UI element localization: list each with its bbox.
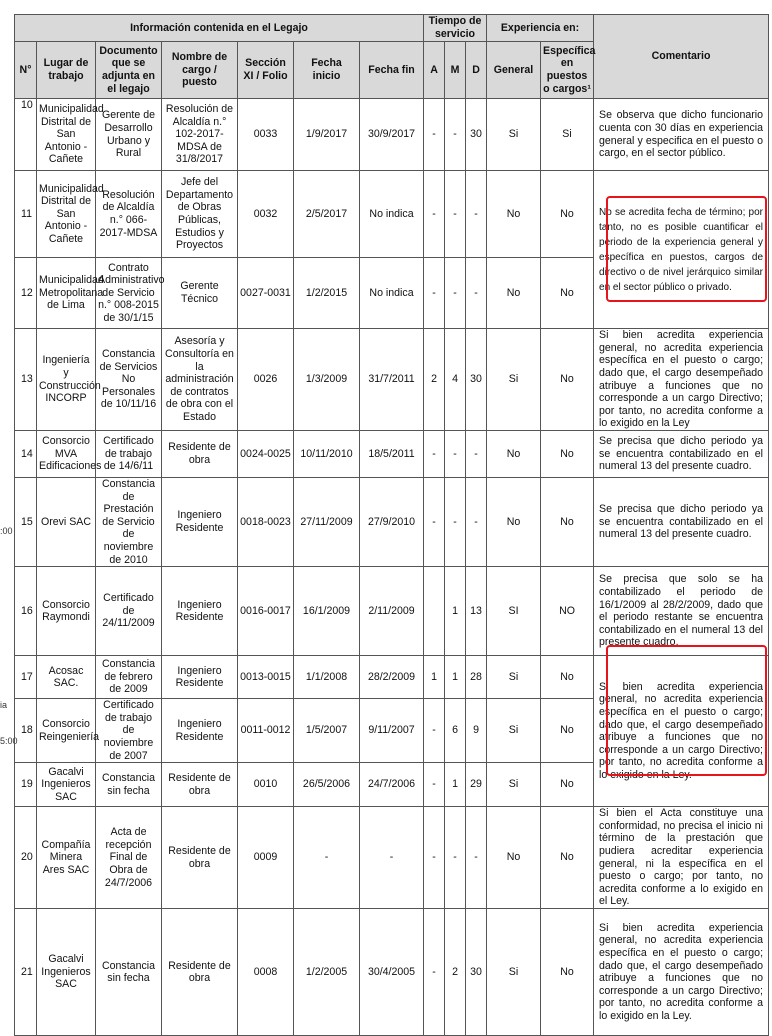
cell-lugar: Consorcio Reingeniería	[37, 699, 96, 763]
cell-general: Si	[487, 763, 541, 807]
cell-especifica: No	[541, 656, 594, 699]
header-seccion: Sección XI / Folio	[238, 42, 294, 99]
cell-fecha-inicio: 1/5/2007	[294, 699, 360, 763]
header-lugar: Lugar de trabajo	[37, 42, 96, 99]
cell-anos: -	[424, 478, 445, 567]
cell-comment: Si bien acredita experiencia general, no acredita experiencia específica en el puesto o cargo; dado que, el cargo desempeñado atribuye a funciones que no corresponde a un cargo Directivo; por tanto, no acredita conforme a lo exigido en la Ley	[594, 329, 769, 431]
header-fecha-fin: Fecha fin	[360, 42, 424, 99]
cell-folio: 0016-0017	[238, 567, 294, 656]
cell-cargo: Ingeniero Residente	[162, 699, 238, 763]
cell-fecha-inicio: 26/5/2006	[294, 763, 360, 807]
cell-meses: -	[445, 99, 466, 171]
cell-fecha-inicio: 27/11/2009	[294, 478, 360, 567]
cell-n: 18	[15, 699, 37, 763]
cell-lugar: Orevi SAC	[37, 478, 96, 567]
cell-cargo: Ingeniero Residente	[162, 567, 238, 656]
experience-table	[14, 14, 769, 1036]
cell-fecha-fin: No indica	[360, 258, 424, 329]
highlight-box	[606, 645, 767, 776]
header-group-legajo: Información contenida en el Legajo	[15, 15, 424, 42]
cell-fecha-fin: -	[360, 807, 424, 909]
cell-fecha-fin: 28/2/2009	[360, 656, 424, 699]
cell-meses: 1	[445, 567, 466, 656]
cell-fecha-fin: No indica	[360, 171, 424, 258]
cell-general: Si	[487, 909, 541, 1036]
cell-cargo: Residente de obra	[162, 909, 238, 1036]
cell-fecha-fin: 18/5/2011	[360, 431, 424, 478]
cell-meses: 6	[445, 699, 466, 763]
cell-comment: Si bien el Acta constituye una conformidad, no precisa el inicio ni término de la prestación que pudiera acreditar experiencia general, ni la específica en el puesto o cargo; por tanto, no acredita conforme a lo exigido en el Ley.	[594, 807, 769, 909]
cell-folio: 0024-0025	[238, 431, 294, 478]
header-documento: Documento que se adjunta en el legajo	[96, 42, 162, 99]
cell-documento: Certificado de trabajo de 14/6/11	[96, 431, 162, 478]
cell-general: No	[487, 431, 541, 478]
cell-dias: 29	[466, 763, 487, 807]
highlight-box	[606, 196, 767, 302]
cell-lugar: Gacalvi Ingenieros SAC	[37, 763, 96, 807]
cell-anos: -	[424, 99, 445, 171]
cell-cargo: Resolución de Alcaldía n.° 102-2017-MDSA de 31/8/2017	[162, 99, 238, 171]
header-general: General	[487, 42, 541, 99]
cell-lugar: Municipalidad Distrital de San Antonio - Cañete	[37, 171, 96, 258]
cell-dias: -	[466, 807, 487, 909]
cell-fecha-inicio: 16/1/2009	[294, 567, 360, 656]
margin-mark: 5:00	[0, 736, 18, 746]
table-row	[15, 99, 769, 171]
cell-dias: 9	[466, 699, 487, 763]
cell-anos: -	[424, 699, 445, 763]
cell-anos: -	[424, 258, 445, 329]
cell-meses: 4	[445, 329, 466, 431]
cell-fecha-fin: 24/7/2006	[360, 763, 424, 807]
cell-lugar: Municipalidad Distrital de San Antonio - Cañete	[37, 99, 96, 171]
cell-general: Si	[487, 329, 541, 431]
table-row	[15, 909, 769, 1036]
cell-lugar: Gacalvi Ingenieros SAC	[37, 909, 96, 1036]
cell-n: 17	[15, 656, 37, 699]
cell-general: Si	[487, 99, 541, 171]
cell-n: 21	[15, 909, 37, 1036]
margin-mark: :00	[0, 526, 13, 536]
cell-comment: Se precisa que dicho periodo ya se encuentra contabilizado en el numeral 13 del presente cuadro.	[594, 431, 769, 478]
cell-folio: 0009	[238, 807, 294, 909]
cell-lugar: Compañía Minera Ares SAC	[37, 807, 96, 909]
cell-dias: 13	[466, 567, 487, 656]
cell-n: 10	[15, 99, 37, 171]
cell-n: 12	[15, 258, 37, 329]
cell-fecha-inicio: 1/2/2005	[294, 909, 360, 1036]
cell-cargo: Asesoría y Consultoría en la administración de contratos de obra con el Estado	[162, 329, 238, 431]
header-especifica: Específica en puestos o cargos¹	[541, 42, 594, 99]
cell-fecha-fin: 30/4/2005	[360, 909, 424, 1036]
cell-folio: 0033	[238, 99, 294, 171]
header-comentario: Comentario	[594, 15, 769, 99]
cell-especifica: No	[541, 431, 594, 478]
cell-especifica: No	[541, 329, 594, 431]
cell-anos: -	[424, 431, 445, 478]
header-dias: D	[466, 42, 487, 99]
cell-documento: Gerente de Desarrollo Urbano y Rural	[96, 99, 162, 171]
cell-fecha-inicio: 1/1/2008	[294, 656, 360, 699]
cell-cargo: Jefe del Departamento de Obras Públicas, Estudios y Proyectos	[162, 171, 238, 258]
cell-meses: 1	[445, 763, 466, 807]
cell-anos: 1	[424, 656, 445, 699]
cell-documento: Constancia de febrero de 2009	[96, 656, 162, 699]
cell-documento: Certificado de 24/11/2009	[96, 567, 162, 656]
cell-especifica: NO	[541, 567, 594, 656]
cell-n: 11	[15, 171, 37, 258]
cell-dias: -	[466, 431, 487, 478]
cell-fecha-inicio: 10/11/2010	[294, 431, 360, 478]
cell-n: 19	[15, 763, 37, 807]
cell-fecha-inicio: 2/5/2017	[294, 171, 360, 258]
margin-mark: ia	[0, 700, 8, 710]
cell-anos: -	[424, 909, 445, 1036]
cell-meses: -	[445, 807, 466, 909]
cell-cargo: Residente de obra	[162, 807, 238, 909]
cell-cargo: Gerente Técnico	[162, 258, 238, 329]
cell-folio: 0026	[238, 329, 294, 431]
cell-n: 14	[15, 431, 37, 478]
cell-fecha-fin: 9/11/2007	[360, 699, 424, 763]
cell-documento: Constancia de Prestación de Servicio de noviembre de 2010	[96, 478, 162, 567]
cell-especifica: No	[541, 171, 594, 258]
header-cargo: Nombre de cargo / puesto	[162, 42, 238, 99]
cell-especifica: No	[541, 699, 594, 763]
header-fecha-inicio: Fecha inicio	[294, 42, 360, 99]
table-row	[15, 567, 769, 656]
cell-fecha-fin: 27/9/2010	[360, 478, 424, 567]
cell-dias: 28	[466, 656, 487, 699]
cell-documento: Resolución de Alcaldía n.° 066-2017-MDSA	[96, 171, 162, 258]
cell-especifica: No	[541, 807, 594, 909]
cell-folio: 0013-0015	[238, 656, 294, 699]
cell-lugar: Consorcio MVA Edificaciones	[37, 431, 96, 478]
table-row	[15, 478, 769, 567]
cell-anos: -	[424, 807, 445, 909]
table-row	[15, 807, 769, 909]
table-header	[15, 15, 769, 99]
cell-documento: Constancia sin fecha	[96, 763, 162, 807]
cell-comment: Si bien acredita experiencia general, no acredita experiencia específica en el puesto o cargo; dado que, el cargo desempeñado atribuye a funciones que no corresponde a un cargo Directivo; por tanto, no acredita conforme a lo exigido en la Ley.	[594, 656, 769, 807]
cell-documento: Certificado de trabajo de noviembre de 2007	[96, 699, 162, 763]
cell-cargo: Residente de obra	[162, 431, 238, 478]
cell-anos: -	[424, 763, 445, 807]
cell-general: No	[487, 171, 541, 258]
cell-lugar: Municipalidad Metropolitana de Lima	[37, 258, 96, 329]
cell-especifica: No	[541, 258, 594, 329]
cell-lugar: Ingeniería y Construcción INCORP	[37, 329, 96, 431]
cell-folio: 0032	[238, 171, 294, 258]
cell-general: No	[487, 807, 541, 909]
cell-documento: Constancia sin fecha	[96, 909, 162, 1036]
cell-dias: 30	[466, 99, 487, 171]
cell-documento: Contrato Administrativo de Servicio n.° 008-2015 de 30/1/15	[96, 258, 162, 329]
cell-dias: -	[466, 171, 487, 258]
cell-meses: -	[445, 258, 466, 329]
cell-especifica: No	[541, 909, 594, 1036]
cell-meses: -	[445, 478, 466, 567]
cell-anos: -	[424, 171, 445, 258]
cell-meses: -	[445, 431, 466, 478]
cell-fecha-inicio: 1/2/2015	[294, 258, 360, 329]
cell-dias: 30	[466, 329, 487, 431]
header-group-experiencia: Experiencia en:	[487, 15, 594, 42]
cell-lugar: Acosac SAC.	[37, 656, 96, 699]
cell-fecha-fin: 31/7/2011	[360, 329, 424, 431]
cell-meses: 1	[445, 656, 466, 699]
header-group-tiempo: Tiempo de servicio	[424, 15, 487, 42]
table-row	[15, 329, 769, 431]
cell-dias: 30	[466, 909, 487, 1036]
cell-general: No	[487, 478, 541, 567]
cell-fecha-fin: 2/11/2009	[360, 567, 424, 656]
cell-cargo: Ingeniero Residente	[162, 478, 238, 567]
cell-general: No	[487, 258, 541, 329]
cell-n: 15	[15, 478, 37, 567]
cell-lugar: Consorcio Raymondi	[37, 567, 96, 656]
table-row	[15, 431, 769, 478]
cell-comment: Se observa que dicho funcionario cuenta con 30 días en experiencia general y especifica en el puesto o cargo, en el sector público.	[594, 99, 769, 171]
cell-comment: Se precisa que dicho periodo ya se encuentra contabilizado en el numeral 13 del presente cuadro.	[594, 478, 769, 567]
cell-anos: 2	[424, 329, 445, 431]
cell-meses: -	[445, 171, 466, 258]
cell-comment: Si bien acredita experiencia general, no acredita experiencia específica en el puesto o cargo; dado que, el cargo desempeñado atribuye a funciones que no corresponde a un cargo Directivo; por tanto, no acredita conforme a lo exigido en la Ley.	[594, 909, 769, 1036]
cell-anos	[424, 567, 445, 656]
cell-cargo: Residente de obra	[162, 763, 238, 807]
cell-dias: -	[466, 258, 487, 329]
cell-folio: 0010	[238, 763, 294, 807]
cell-fecha-inicio: 1/9/2017	[294, 99, 360, 171]
cell-cargo: Ingeniero Residente	[162, 656, 238, 699]
cell-n: 13	[15, 329, 37, 431]
cell-fecha-inicio: 1/3/2009	[294, 329, 360, 431]
cell-general: Si	[487, 656, 541, 699]
cell-folio: 0011-0012	[238, 699, 294, 763]
cell-documento: Acta de recepción Final de Obra de 24/7/2006	[96, 807, 162, 909]
cell-folio: 0027-0031	[238, 258, 294, 329]
cell-folio: 0008	[238, 909, 294, 1036]
cell-especifica: No	[541, 763, 594, 807]
cell-n: 20	[15, 807, 37, 909]
cell-meses: 2	[445, 909, 466, 1036]
header-n: N°	[15, 42, 37, 99]
cell-general: SI	[487, 567, 541, 656]
cell-fecha-inicio: -	[294, 807, 360, 909]
header-meses: M	[445, 42, 466, 99]
cell-comment: Se precisa que solo se ha contabilizado el periodo de 16/1/2009 al 28/2/2009, dado que el periodo restante se encuentra contabilizado en el numeral 13 del presente cuadro.	[594, 567, 769, 656]
cell-especifica: No	[541, 478, 594, 567]
cell-comment: No se acredita fecha de término; por tanto, no es posible cuantificar el periodo de la experiencia general y específica en puestos, cargos de directivo o de nivel jerárquico similar en el sector público o privado.	[594, 171, 769, 329]
cell-especifica: Si	[541, 99, 594, 171]
cell-general: Si	[487, 699, 541, 763]
cell-fecha-fin: 30/9/2017	[360, 99, 424, 171]
header-anos: A	[424, 42, 445, 99]
cell-n: 16	[15, 567, 37, 656]
cell-folio: 0018-0023	[238, 478, 294, 567]
cell-documento: Constancia de Servicios No Personales de 10/11/16	[96, 329, 162, 431]
cell-dias: -	[466, 478, 487, 567]
